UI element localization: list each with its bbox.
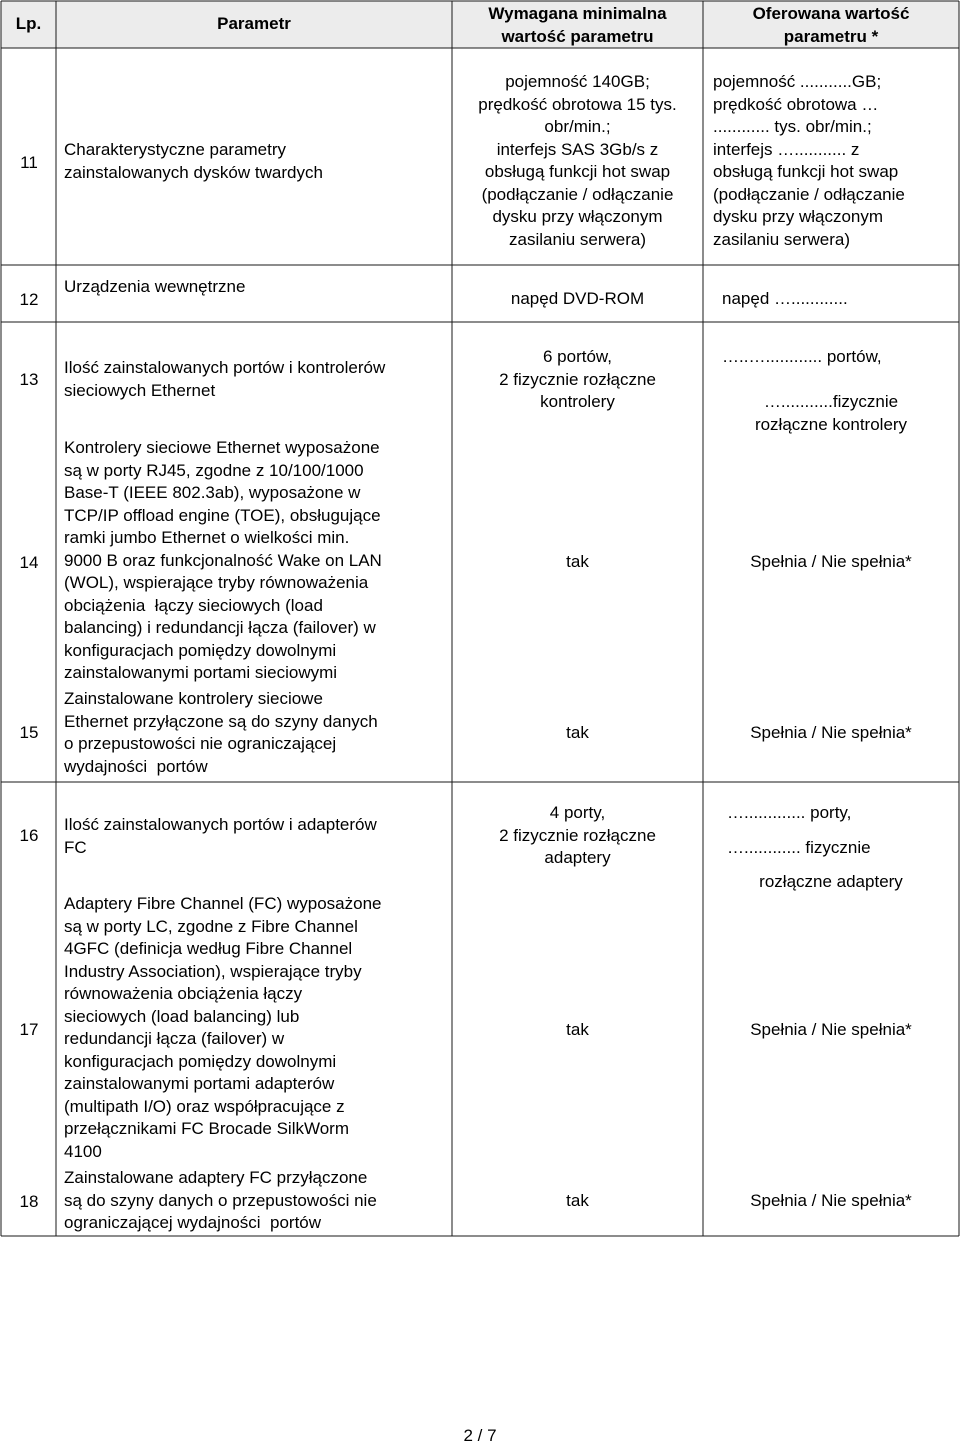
row-17-required: tak: [566, 1020, 589, 1039]
row-number-17: 17: [19, 1020, 39, 1039]
row-number-18: 18: [19, 1192, 39, 1211]
row-17-offered: Spełnia / Nie spełnia*: [750, 1020, 912, 1039]
row-12-required: napęd DVD-ROM: [510, 289, 645, 308]
row-16-offered-ports: …............. porty,: [727, 803, 852, 822]
row-14-offered: Spełnia / Nie spełnia*: [750, 552, 912, 571]
row-17-param: Adaptery Fibre Channel (FC) wyposażone są w porty LC, zgodne z Fibre Channel 4GFC (definicja według Fibre Channel Industry Association), wspierające tryby równoważenia obciążenia łączy sieciowych (load balancing) lub redundancji łącza (failover) w konfiguracjach pomiędzy dowolnymi zainstalowanymi portami adapterów (multipath I/O) oraz współpracujące z przełącznikami FC Brocade SilkWorm 4100: [64, 894, 382, 1161]
row-18-required: tak: [566, 1191, 589, 1210]
row-12-offered: napęd …............: [722, 289, 848, 308]
row-12-param: Urządzenia wewnętrzne: [64, 277, 246, 296]
row-number-12: 12: [19, 290, 39, 309]
page-number: 2 / 7: [463, 1426, 497, 1445]
row-13-offered-controllers: …...........fizycznie rozłączne kontrolery: [754, 392, 908, 434]
row-13-required: 6 portów, 2 fizycznie rozłączne kontrolery: [499, 347, 656, 411]
row-14-required: tak: [566, 552, 589, 571]
row-15-param: Zainstalowane kontrolery sieciowe Ethernet przyłączone są do szyny danych o przepustowości nie ograniczającej wydajności portów: [64, 689, 378, 776]
row-11-offered: pojemność ...........GB; prędkość obrotowa … ............ tys. obr/min.; interfejs …........... z obsługą funkcji hot swap (podłączanie / odłączanie dysku przy włączonym zasilaniu serwera): [713, 72, 905, 249]
row-16-offered-separate: …............ fizycznie: [727, 838, 871, 857]
row-number-14: 14: [19, 553, 39, 572]
row-15-required: tak: [566, 723, 589, 742]
row-14-param: Kontrolery sieciowe Ethernet wyposażone są w porty RJ45, zgodne z 10/100/1000 Base-T (IEEE 802.3ab), wyposażone w TCP/IP offload engine (TOE), obsługujące ramki jumbo Ethernet o wielkości min. 9000 B oraz funkcjonalność Wake on LAN (WOL), wspierające tryby równoważenia obciążenia łączy sieciowych (load balancing) i redundancji łącza (failover) w konfiguracjach pomiędzy dowolnymi zainstalowanymi portami sieciowymi: [64, 438, 382, 682]
row-number-13: 13: [19, 370, 39, 389]
header-oferowana: Oferowana wartość parametru *: [752, 4, 910, 46]
header-lp: Lp.: [15, 14, 42, 33]
header-parametr: Parametr: [217, 14, 291, 33]
row-number-11: 11: [20, 153, 38, 172]
row-16-param: Ilość zainstalowanych portów i adapterów FC: [64, 815, 377, 857]
row-16-offered-adapters: rozłączne adaptery: [759, 872, 903, 891]
row-16-required: 4 porty, 2 fizycznie rozłączne adaptery: [499, 803, 656, 867]
row-11-required: pojemność 140GB; prędkość obrotowa 15 tys. obr/min.; interfejs SAS 3Gb/s z obsługą funkcji hot swap (podłączanie / odłączanie dysku przy włączonym zasilaniu serwera): [478, 72, 677, 249]
row-15-offered: Spełnia / Nie spełnia*: [750, 723, 912, 742]
row-18-offered: Spełnia / Nie spełnia*: [750, 1191, 912, 1210]
row-13-param: Ilość zainstalowanych portów i kontrolerów sieciowych Ethernet: [64, 358, 386, 400]
header-wymagana: Wymagana minimalna wartość parametru: [488, 4, 667, 46]
row-number-16: 16: [19, 826, 39, 845]
row-number-15: 15: [19, 723, 39, 742]
row-13-offered-ports: …..…............ portów,: [722, 347, 882, 366]
row-11-param: Charakterystyczne parametry zainstalowanych dysków twardych: [64, 140, 323, 182]
row-18-param: Zainstalowane adaptery FC przyłączone są do szyny danych o przepustowości nie ograniczającej wydajności portów: [64, 1168, 377, 1232]
